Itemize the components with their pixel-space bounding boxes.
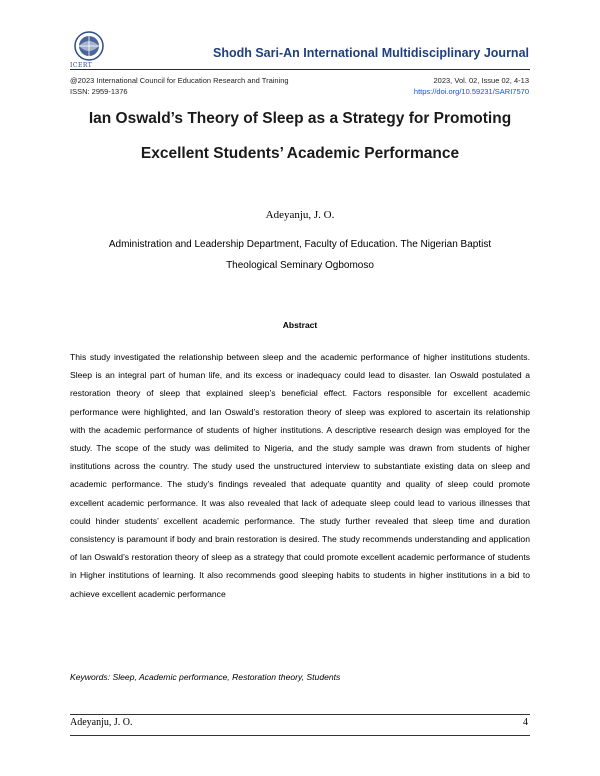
abstract-body: This study investigated the relationship between sleep and the academic performance of higher institutions students. Sleep is an integral part of human life, and its excess or inadequacy could lead to disaster. Ian Oswald postulated a restoration theory of sleep that explained sleep’s beneficial effect. Factors responsible for excellent academic performance were highlighted, and Ian Oswald’s restoration theory of sleep was explored to ascertain its relationship with the academic performance of students of higher institutions. A descriptive research design was employed for the study. The scope of the study was delimited to Nigeria, and the study sample was drawn from students of higher institutions across the country. The study used the unstructured interview to substantiate existing data on sleep and academic performance. The study’s findings revealed that adequate quantity and quality of sleep could promote excellent academic performance. It was also revealed that lack of adequate sleep could lead to various illnesses that could hinder students’ excellent academic performance. The study further revealed that sleep time and duration consistency is paramount if body and brain restoration is desired. The study recommends understanding and application of Ian Oswald’s restoration theory of sleep as a strategy that could promote excellent academic performance of students in Higher institutions of learning. It also recommends good sleeping habits to students in higher institutions in a bid to achieve excellent academic performance	[70, 352, 530, 599]
affiliation-line-1: Administration and Leadership Department, Faculty of Education. The Nigerian Baptist	[108, 239, 492, 250]
volume-line: 2023, Vol. 02, Issue 02, 4-13	[433, 76, 529, 85]
journal-title: Shodh Sari-An International Multidisciplinary Journal	[212, 46, 529, 60]
author-name: Adeyanju, J. O.	[265, 209, 335, 221]
page-number: 4	[523, 717, 528, 728]
footer-box	[70, 714, 530, 736]
copyright-line: @2023 International Council for Education Research and Training	[70, 76, 289, 85]
article-title-line-1: Ian Oswald’s Theory of Sleep as a Strategy for Promoting	[88, 110, 512, 127]
keywords: Keywords: Sleep, Academic performance, Restoration theory, Students	[70, 672, 341, 682]
footer-author: Adeyanju, J. O.	[70, 717, 133, 728]
logo-text: ICERT	[70, 62, 93, 69]
doi-link[interactable]: https://doi.org/10.59231/SARI7570	[413, 87, 529, 96]
header-rule	[70, 69, 530, 70]
issn-line: ISSN: 2959-1376	[70, 87, 128, 96]
article-title-line-2: Excellent Students’ Academic Performance	[140, 145, 460, 162]
affiliation-line-2: Theological Seminary Ogbomoso	[226, 260, 374, 271]
abstract-heading: Abstract	[282, 320, 318, 330]
